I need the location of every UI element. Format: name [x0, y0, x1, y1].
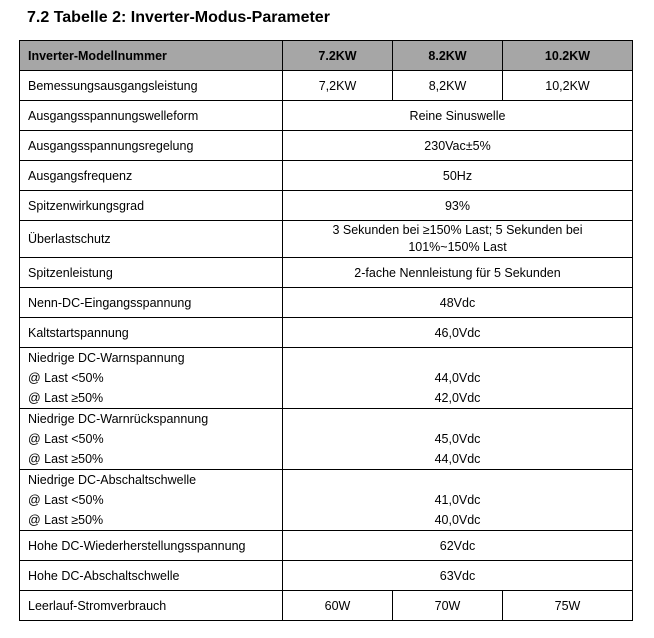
table-row [20, 531, 633, 561]
table-row [20, 161, 633, 191]
row-sublabel: @ Last <50% [28, 493, 104, 507]
cell-value [283, 470, 633, 531]
overload-line-1: 3 Sekunden bei ≥150% Last; 5 Sekunden bei [332, 223, 583, 237]
table-row [20, 288, 633, 318]
header-model-number: Inverter-Modellnummer [20, 41, 283, 71]
row-label: Spitzenleistung [20, 258, 283, 288]
header-10-2kw: 10.2KW [503, 41, 633, 71]
row-label: Hohe DC-Abschaltschwelle [20, 561, 283, 591]
row-label: Ausgangsspannungsregelung [20, 131, 283, 161]
row-sublabel: @ Last <50% [28, 432, 104, 446]
row-label: Spitzenwirkungsgrad [20, 191, 283, 221]
table-row [20, 191, 633, 221]
row-sublabel: @ Last ≥50% [28, 513, 104, 527]
row-label [20, 348, 283, 409]
table-row [20, 591, 633, 621]
cell-value: 7,2KW [283, 71, 393, 101]
row-sublabel: @ Last ≥50% [28, 452, 104, 466]
row-label: Nenn-DC-Eingangsspannung [20, 288, 283, 318]
row-sublabel: @ Last <50% [28, 371, 104, 385]
cell-value: 2-fache Nennleistung für 5 Sekunden [283, 258, 633, 288]
cell-value: 60W [283, 591, 393, 621]
value-line: 45,0Vdc [434, 432, 481, 446]
table-row [20, 101, 633, 131]
cell-value: 70W [393, 591, 503, 621]
cell-value: 63Vdc [283, 561, 633, 591]
cell-value: 75W [503, 591, 633, 621]
row-label: Bemessungsausgangsleistung [20, 71, 283, 101]
row-label: Kaltstartspannung [20, 318, 283, 348]
table-row [20, 258, 633, 288]
row-label-main: Niedrige DC-Warnrückspannung [28, 412, 209, 426]
cell-value [283, 348, 633, 409]
table-row [20, 348, 633, 409]
overload-line-2: 101%~150% Last [408, 240, 507, 254]
table-row [20, 470, 633, 531]
cell-value: 230Vac±5% [283, 131, 633, 161]
cell-value: Reine Sinuswelle [283, 101, 633, 131]
cell-value [283, 221, 633, 258]
table-row [20, 221, 633, 258]
cell-value: 46,0Vdc [283, 318, 633, 348]
row-label: Ausgangsspannungswelleform [20, 101, 283, 131]
row-label [20, 470, 283, 531]
value-line: 44,0Vdc [434, 452, 481, 466]
cell-value: 48Vdc [283, 288, 633, 318]
parameter-table [19, 40, 633, 621]
row-label: Hohe DC-Wiederherstellungsspannung [20, 531, 283, 561]
table-row [20, 561, 633, 591]
cell-value: 93% [283, 191, 633, 221]
row-label-main: Niedrige DC-Abschaltschwelle [28, 473, 197, 487]
cell-value: 10,2KW [503, 71, 633, 101]
row-sublabel: @ Last ≥50% [28, 391, 104, 405]
row-label: Leerlauf-Stromverbrauch [20, 591, 283, 621]
value-line: 44,0Vdc [434, 371, 481, 385]
value-line: 42,0Vdc [434, 391, 481, 405]
table-row [20, 409, 633, 470]
cell-value: 62Vdc [283, 531, 633, 561]
table-row [20, 71, 633, 101]
row-label: Ausgangsfrequenz [20, 161, 283, 191]
table-header-row [20, 41, 633, 71]
table-row [20, 318, 633, 348]
row-label-main: Niedrige DC-Warnspannung [28, 351, 185, 365]
cell-value: 8,2KW [393, 71, 503, 101]
row-label: Überlastschutz [20, 221, 283, 258]
page-title: 7.2 Tabelle 2: Inverter-Modus-Parameter [27, 9, 330, 26]
header-7-2kw: 7.2KW [283, 41, 393, 71]
table-row [20, 131, 633, 161]
cell-value: 50Hz [283, 161, 633, 191]
header-8-2kw: 8.2KW [393, 41, 503, 71]
row-label [20, 409, 283, 470]
value-line: 41,0Vdc [434, 493, 481, 507]
value-line: 40,0Vdc [434, 513, 481, 527]
cell-value [283, 409, 633, 470]
